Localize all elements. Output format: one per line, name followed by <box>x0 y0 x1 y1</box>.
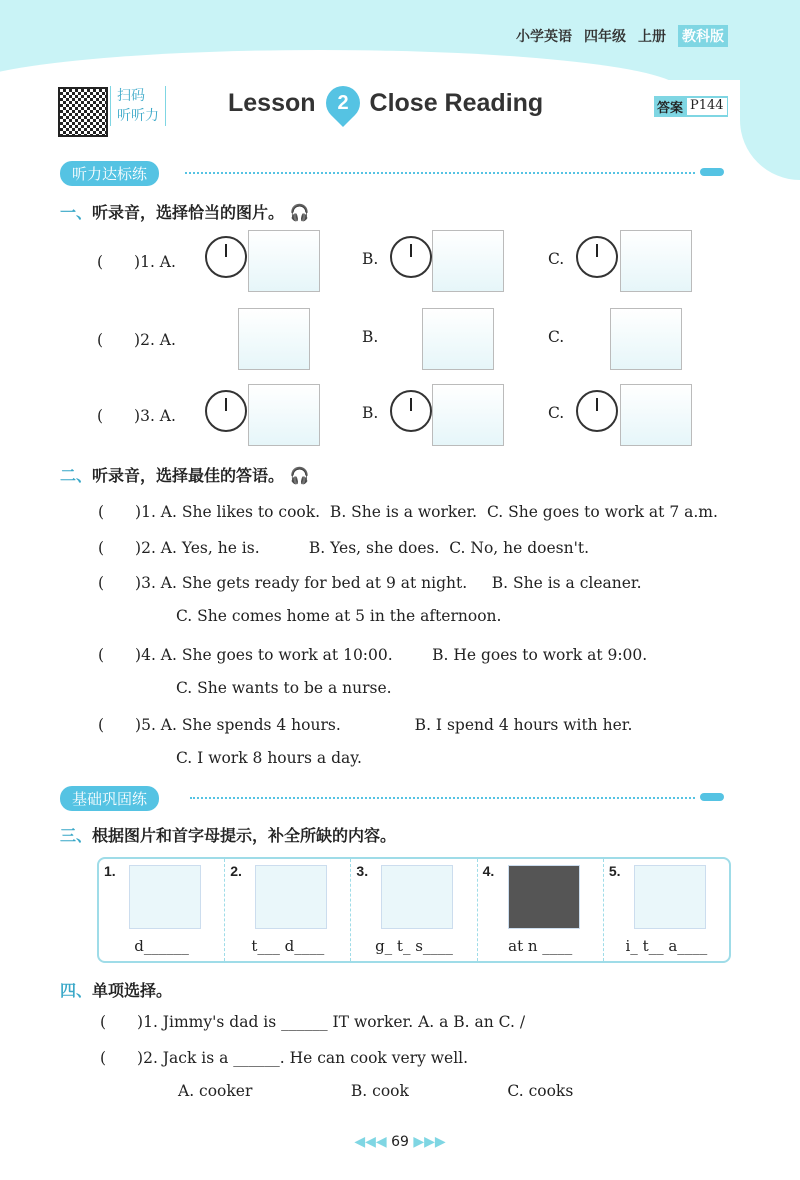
question-line: C. I work 8 hours a day. <box>176 749 362 767</box>
part2-heading: 二、听录音，选择最佳的答语。 🎧 <box>60 466 310 485</box>
question-line: C. She comes home at 5 in the afternoon. <box>176 607 502 625</box>
option-c-label: C. <box>548 250 565 268</box>
clock-icon <box>576 390 618 432</box>
options-line: A. cooker B. cook C. cooks <box>178 1082 574 1100</box>
hint-item: 1. d______ <box>99 859 225 961</box>
option-b-label: B. <box>362 404 379 422</box>
option-picture[interactable] <box>620 384 692 446</box>
answer-ref: 答案 P144 <box>654 96 728 117</box>
pencil-icon <box>700 168 724 176</box>
option-c-label: C. <box>548 328 565 346</box>
qr-code[interactable] <box>58 87 108 137</box>
headphones-icon: 🎧 <box>289 466 310 485</box>
question-line: ( )2. A. Yes, he is. B. Yes, she does. C. No, he doesn't. <box>98 539 589 557</box>
picture-hint-box <box>97 857 731 963</box>
option-b-label: B. <box>362 328 379 346</box>
question-line: ( )5. A. She spends 4 hours. B. I spend 4 hours with her. <box>98 716 633 734</box>
part4-heading: 四、单项选择。 <box>60 981 173 1000</box>
night-window-picture <box>508 865 580 929</box>
option-picture[interactable] <box>620 230 692 292</box>
question-label: ( )1. A. <box>97 253 176 271</box>
option-picture[interactable] <box>422 308 494 370</box>
doctor-picture <box>129 865 201 929</box>
question-label: ( )3. A. <box>97 407 176 425</box>
go-to-school-picture <box>381 865 453 929</box>
headphones-icon: 🎧 <box>289 203 310 222</box>
clock-icon <box>576 236 618 278</box>
question-line: ( )2. Jack is a ______. He can cook very well. <box>100 1049 469 1067</box>
page-footer: ◀◀◀ 69 ▶▶▶ <box>354 1134 446 1150</box>
section-listening: 听力达标练 <box>60 161 159 186</box>
clock-icon <box>390 390 432 432</box>
option-c-label: C. <box>548 404 565 422</box>
option-picture[interactable] <box>248 384 320 446</box>
option-picture[interactable] <box>248 230 320 292</box>
taxi-driver-picture <box>255 865 327 929</box>
clock-icon <box>390 236 432 278</box>
part1-heading: 一、听录音，选择恰当的图片。 🎧 <box>60 203 310 222</box>
scan-label: 扫码 听听力 <box>110 86 166 126</box>
question-line: ( )3. A. She gets ready for bed at 9 at night. B. She is a cleaner. <box>98 574 642 592</box>
option-b-label: B. <box>362 250 379 268</box>
question-line: ( )1. Jimmy's dad is ______ IT worker. A. a B. an C. / <box>100 1013 526 1031</box>
option-picture[interactable] <box>432 230 504 292</box>
option-picture[interactable] <box>610 308 682 370</box>
question-line: ( )1. A. She likes to cook. B. She is a worker. C. She goes to work at 7 a.m. <box>98 503 718 521</box>
clock-icon <box>205 236 247 278</box>
hint-item: 3. g_ t_ s____ <box>351 859 477 961</box>
part3-heading: 三、根据图片和首字母提示，补全所缺的内容。 <box>60 826 397 845</box>
lesson-number-pin: 2 <box>318 79 366 127</box>
question-line: C. She wants to be a nurse. <box>176 679 392 697</box>
option-picture[interactable] <box>432 384 504 446</box>
lesson-title: Lesson 2 Close Reading <box>228 86 543 120</box>
section-basic: 基础巩固练 <box>60 786 159 811</box>
book-info: 小学英语 四年级 上册 教科版 <box>516 25 728 47</box>
clock-icon <box>205 390 247 432</box>
clock-table-picture <box>634 865 706 929</box>
pencil-icon <box>700 793 724 801</box>
question-label: ( )2. A. <box>97 331 176 349</box>
hint-item: 5. i_ t__ a____ <box>608 863 708 955</box>
option-picture[interactable] <box>238 308 310 370</box>
hint-item: 4. at n ____ <box>478 859 604 961</box>
hint-item: 2. t___ d____ <box>225 859 351 961</box>
question-line: ( )4. A. She goes to work at 10:00. B. He goes to work at 9:00. <box>98 646 648 664</box>
